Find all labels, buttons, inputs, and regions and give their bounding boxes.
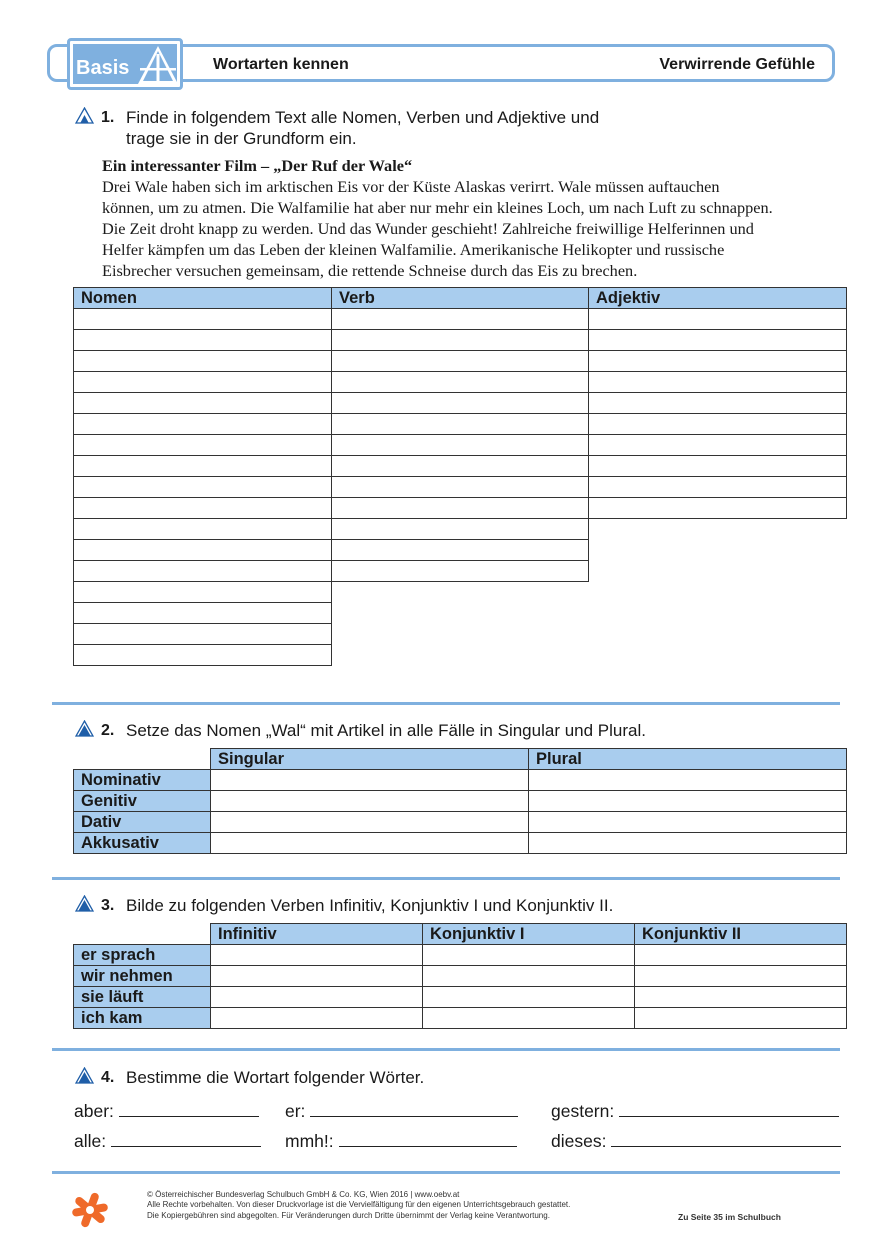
triangle-level-icon <box>75 895 94 912</box>
chapter-title: Verwirrende Gefühle <box>659 56 815 73</box>
answer-cell[interactable] <box>74 519 332 540</box>
answer-line[interactable] <box>310 1100 518 1117</box>
table-row <box>74 561 847 582</box>
footer-line: © Österreichischer Bundesverlag Schulbuch GmbH & Co. KG, Wien 2016 | www.oebv.at <box>147 1190 460 1199</box>
answer-cell[interactable] <box>211 966 423 987</box>
table-row <box>74 456 847 477</box>
answer-cell[interactable] <box>332 519 589 540</box>
word-item <box>551 1100 839 1122</box>
answer-line[interactable] <box>619 1100 839 1117</box>
table-row <box>74 624 847 645</box>
answer-cell[interactable] <box>423 945 635 966</box>
answer-cell[interactable] <box>589 435 847 456</box>
story-line: Helfer kämpfen um das Leben der kleinen Walfamilie. Amerikanische Helikopter und russische <box>102 240 725 259</box>
answer-cell[interactable] <box>423 966 635 987</box>
conjunctive-table <box>73 923 847 1029</box>
table-row <box>74 833 847 854</box>
answer-cell[interactable] <box>211 833 529 854</box>
verb-label: sie läuft <box>74 987 211 1008</box>
table-row <box>74 309 847 330</box>
section-divider <box>52 702 840 705</box>
section-divider <box>52 877 840 880</box>
word-item <box>551 1130 841 1152</box>
table-row <box>74 1008 847 1029</box>
answer-cell[interactable] <box>74 582 332 603</box>
answer-cell[interactable] <box>74 645 332 666</box>
answer-cell[interactable] <box>332 414 589 435</box>
story-line: können, um zu atmen. Die Walfamilie hat aber nur mehr ein kleines Loch, um nach Luft zu schnappen. <box>102 198 773 217</box>
table-row <box>74 987 847 1008</box>
answer-cell[interactable] <box>74 435 332 456</box>
answer-cell[interactable] <box>74 477 332 498</box>
answer-cell[interactable] <box>332 351 589 372</box>
table-row <box>74 372 847 393</box>
answer-cell[interactable] <box>589 330 847 351</box>
column-header-konjunktiv-2: Konjunktiv II <box>635 924 847 945</box>
task4-instruction: Bestimme die Wortart folgender Wörter. <box>126 1068 425 1087</box>
table-row <box>74 435 847 456</box>
table-row <box>74 351 847 372</box>
answer-cell[interactable] <box>529 812 847 833</box>
word-label: er: <box>285 1101 306 1121</box>
verb-label: ich kam <box>74 1008 211 1029</box>
table-row <box>74 791 847 812</box>
answer-cell[interactable] <box>635 945 847 966</box>
answer-cell[interactable] <box>211 987 423 1008</box>
word-label: dieses: <box>551 1131 607 1151</box>
task3-number: 3. <box>101 897 115 914</box>
column-header-infinitiv: Infinitiv <box>211 924 423 945</box>
basis-label: Basis <box>76 57 130 79</box>
word-label: alle: <box>74 1131 107 1151</box>
case-label: Dativ <box>74 812 211 833</box>
word-item <box>285 1100 518 1122</box>
answer-cell[interactable] <box>74 372 332 393</box>
story-line: Drei Wale haben sich im arktischen Eis vor der Küste Alaskas verirrt. Wale müssen auftauchen <box>102 177 720 196</box>
triangle-logo-icon <box>136 44 180 86</box>
answer-cell[interactable] <box>74 540 332 561</box>
column-header-singular: Singular <box>211 749 529 770</box>
table-row <box>74 414 847 435</box>
case-label: Akkusativ <box>74 833 211 854</box>
answer-cell[interactable] <box>74 414 332 435</box>
basis-badge <box>67 38 183 90</box>
table-row <box>74 945 847 966</box>
table-row <box>74 966 847 987</box>
answer-cell[interactable] <box>635 1008 847 1029</box>
answer-cell[interactable] <box>423 1008 635 1029</box>
task1-instruction-line2: trage sie in der Grundform ein. <box>126 129 357 148</box>
answer-cell[interactable] <box>635 966 847 987</box>
case-label: Nominativ <box>74 770 211 791</box>
table-row <box>74 519 847 540</box>
answer-cell[interactable] <box>589 309 847 330</box>
table-row <box>74 477 847 498</box>
answer-cell[interactable] <box>589 351 847 372</box>
table-row <box>74 812 847 833</box>
answer-cell[interactable] <box>589 498 847 519</box>
answer-line[interactable] <box>111 1130 261 1147</box>
word-label: gestern: <box>551 1101 615 1121</box>
word-item <box>285 1130 517 1152</box>
section-divider <box>52 1048 840 1051</box>
task3-instruction: Bilde zu folgenden Verben Infinitiv, Konjunktiv I und Konjunktiv II. <box>126 896 614 915</box>
answer-cell[interactable] <box>529 770 847 791</box>
answer-cell[interactable] <box>332 393 589 414</box>
answer-cell[interactable] <box>74 456 332 477</box>
footer-line: Alle Rechte vorbehalten. Von dieser Druckvorlage ist die Vervielfältigung für den eigenen Unterrichtsgebrauch gestattet. <box>147 1200 571 1210</box>
task2-number: 2. <box>101 722 115 739</box>
column-header-nomen: Nomen <box>74 288 332 309</box>
table-row <box>74 603 847 624</box>
table-row <box>74 540 847 561</box>
answer-cell[interactable] <box>74 351 332 372</box>
task2-instruction: Setze das Nomen „Wal“ mit Artikel in alle Fälle in Singular und Plural. <box>126 721 646 740</box>
answer-cell[interactable] <box>74 624 332 645</box>
answer-line[interactable] <box>339 1130 517 1147</box>
answer-cell[interactable] <box>74 603 332 624</box>
verb-label: wir nehmen <box>74 966 211 987</box>
footer-line: Die Kopiergebühren sind abgegolten. Für Veränderungen durch Dritte übernimmt der Verlag keine Verantwortung. <box>147 1210 550 1220</box>
task4-number: 4. <box>101 1069 115 1086</box>
answer-line[interactable] <box>119 1100 259 1117</box>
answer-cell[interactable] <box>74 498 332 519</box>
story-line: Die Zeit droht knapp zu werden. Und das Wunder geschieht! Zahlreiche freiwillige Helferinnen und <box>102 219 754 238</box>
answer-cell[interactable] <box>211 945 423 966</box>
answer-cell[interactable] <box>332 498 589 519</box>
word-item <box>74 1130 261 1152</box>
column-header-verb: Verb <box>332 288 589 309</box>
answer-cell[interactable] <box>211 1008 423 1029</box>
section-divider <box>52 1171 840 1174</box>
answer-cell[interactable] <box>74 561 332 582</box>
table-row <box>74 770 847 791</box>
answer-cell[interactable] <box>529 791 847 812</box>
answer-cell[interactable] <box>332 372 589 393</box>
answer-cell[interactable] <box>74 330 332 351</box>
answer-cell[interactable] <box>332 330 589 351</box>
answer-cell[interactable] <box>74 309 332 330</box>
story-title: Ein interessanter Film – „Der Ruf der Wale“ <box>102 156 413 175</box>
publisher-star-icon <box>70 1190 110 1230</box>
declension-table <box>73 748 847 854</box>
task1-instruction-line1: Finde in folgendem Text alle Nomen, Verben und Adjektive und <box>126 108 600 127</box>
answer-cell[interactable] <box>211 770 529 791</box>
column-header-adjektiv: Adjektiv <box>589 288 847 309</box>
answer-cell[interactable] <box>589 393 847 414</box>
answer-cell[interactable] <box>332 456 589 477</box>
table-row <box>74 582 847 603</box>
answer-cell[interactable] <box>589 456 847 477</box>
story-line: Eisbrecher versuchen gemeinsam, die rettende Schneise durch das Eis zu brechen. <box>102 261 638 280</box>
table-row <box>74 498 847 519</box>
copyright-notice <box>147 1190 570 1221</box>
answer-cell[interactable] <box>332 540 589 561</box>
answer-line[interactable] <box>611 1130 841 1147</box>
triangle-level-icon <box>75 1067 94 1084</box>
answer-cell[interactable] <box>332 477 589 498</box>
column-header-plural: Plural <box>529 749 847 770</box>
answer-cell[interactable] <box>589 414 847 435</box>
word-label: aber: <box>74 1101 114 1121</box>
column-header-konjunktiv-1: Konjunktiv I <box>423 924 635 945</box>
case-label: Genitiv <box>74 791 211 812</box>
answer-cell[interactable] <box>423 987 635 1008</box>
answer-cell[interactable] <box>211 812 529 833</box>
word-item <box>74 1100 259 1122</box>
answer-cell[interactable] <box>211 791 529 812</box>
triangle-level-icon <box>75 720 94 737</box>
worksheet-topic: Wortarten kennen <box>213 56 349 73</box>
table-row <box>74 645 847 666</box>
verb-label: er sprach <box>74 945 211 966</box>
table-row <box>74 330 847 351</box>
table-row <box>74 393 847 414</box>
answer-cell[interactable] <box>589 477 847 498</box>
word-label: mmh!: <box>285 1131 334 1151</box>
answer-cell[interactable] <box>74 393 332 414</box>
word-type-table <box>73 287 847 666</box>
answer-cell[interactable] <box>589 372 847 393</box>
task1-number: 1. <box>101 109 115 126</box>
answer-cell[interactable] <box>332 309 589 330</box>
answer-cell[interactable] <box>635 987 847 1008</box>
textbook-page-reference: Zu Seite 35 im Schulbuch <box>678 1212 781 1222</box>
answer-cell[interactable] <box>529 833 847 854</box>
answer-cell[interactable] <box>332 561 589 582</box>
answer-cell[interactable] <box>332 435 589 456</box>
triangle-level-icon <box>75 107 94 124</box>
